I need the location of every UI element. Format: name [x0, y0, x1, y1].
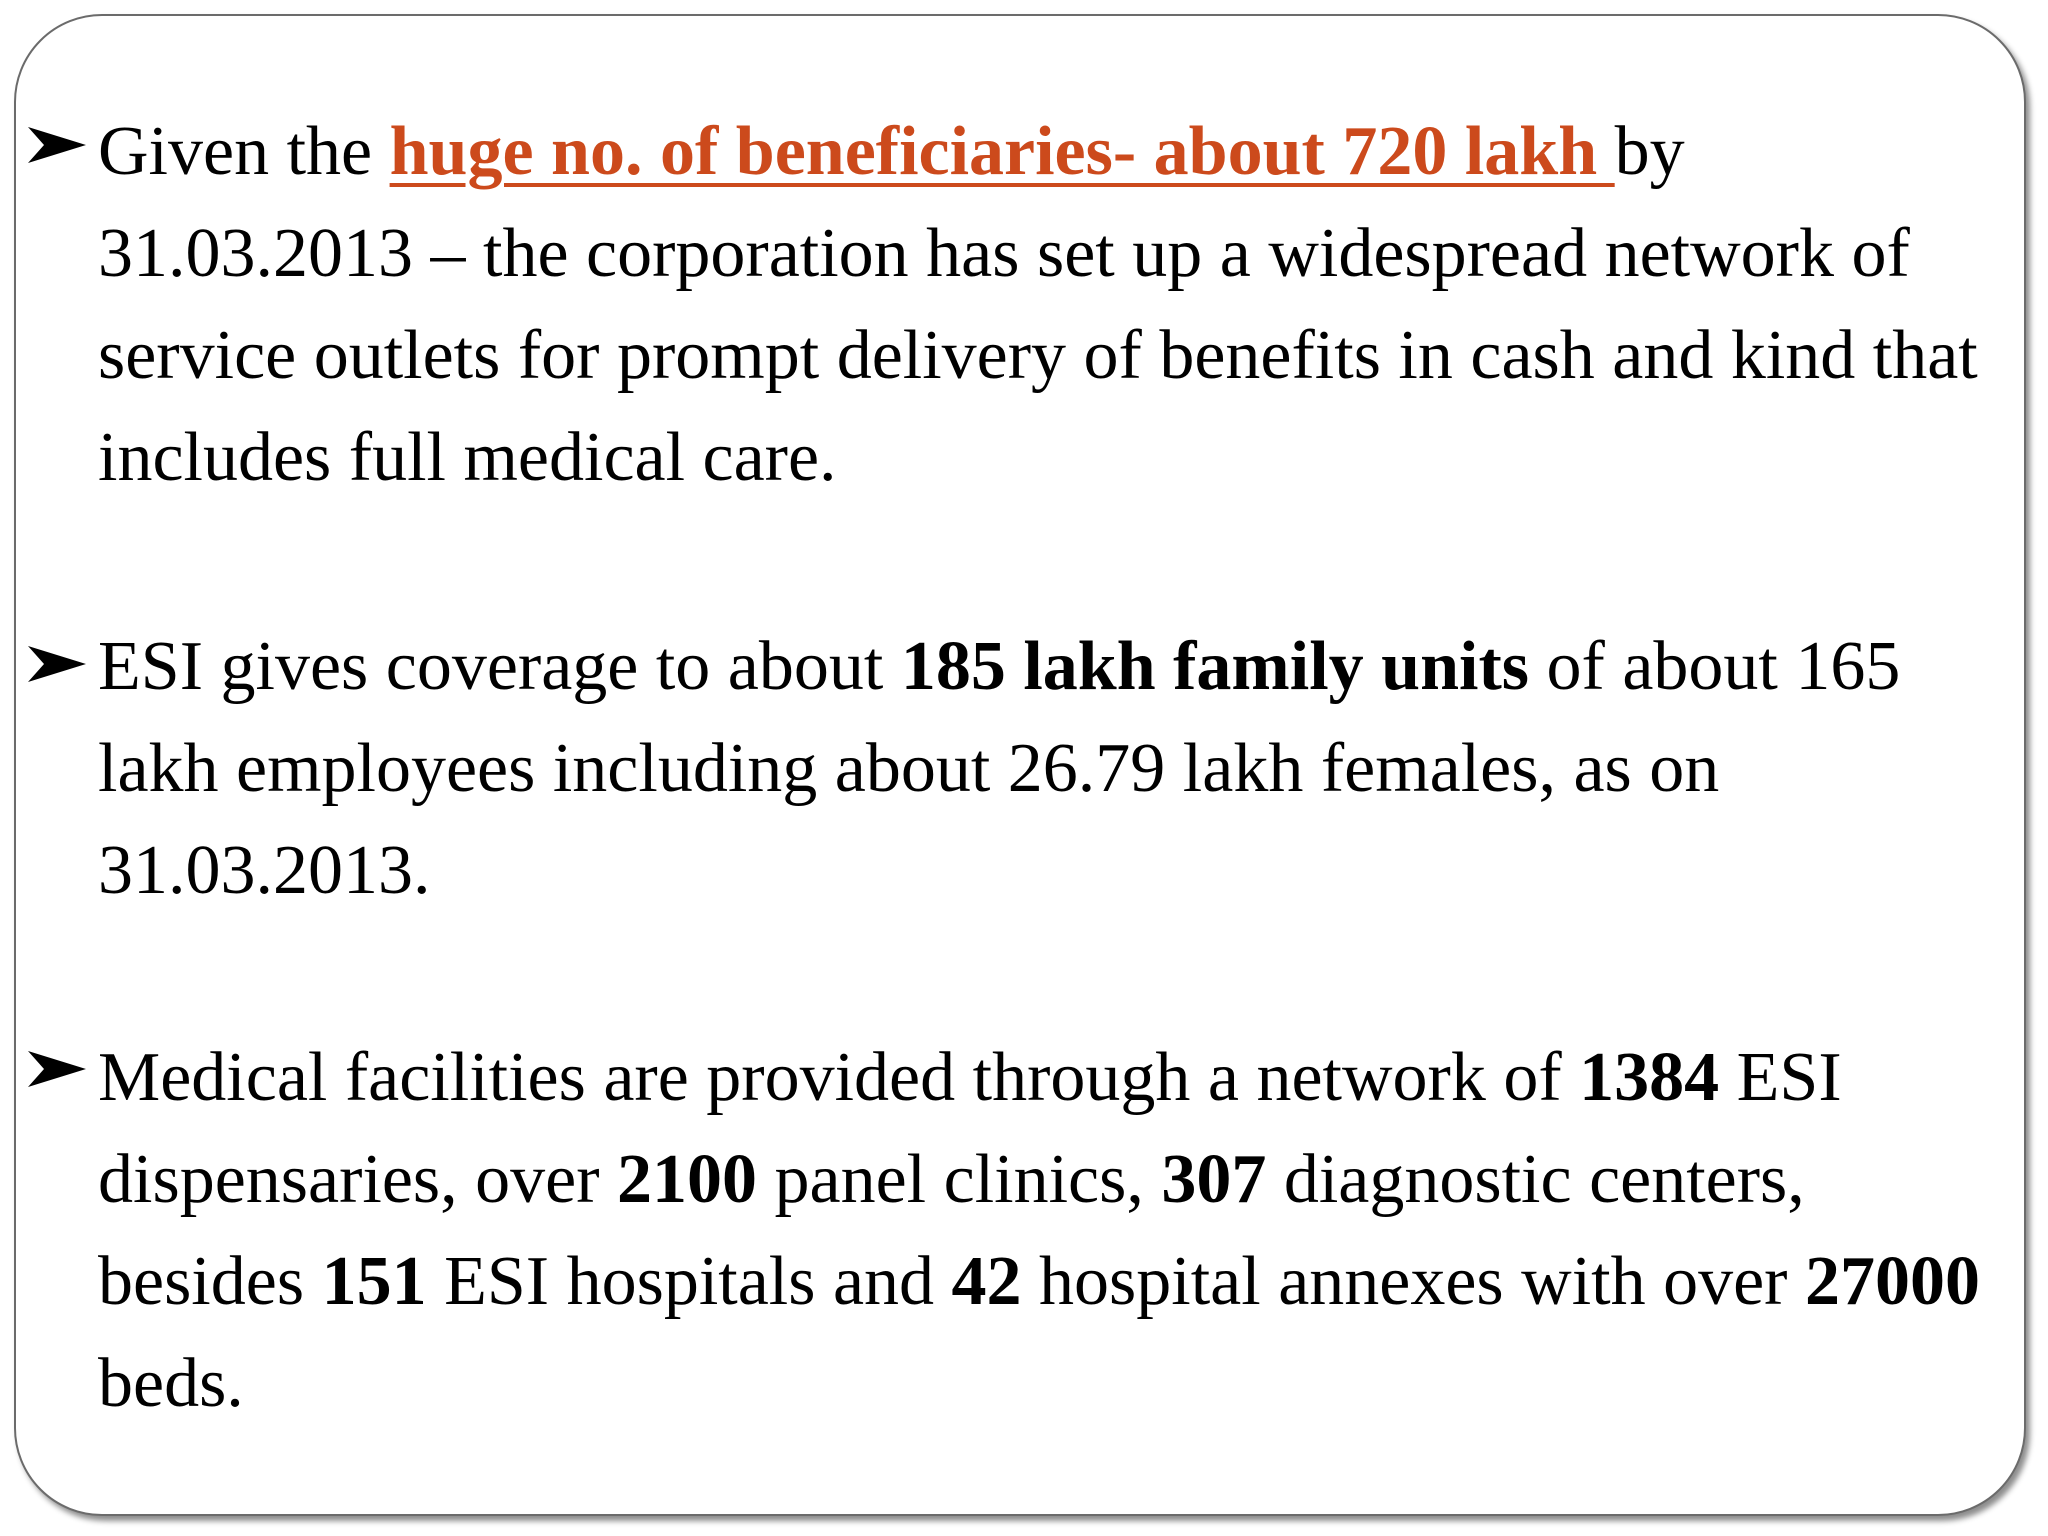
bold-dispensaries-count: 1384 — [1579, 1039, 1720, 1116]
text-run: ESI hospitals and — [426, 1243, 952, 1320]
text-run: beds. — [98, 1345, 244, 1422]
text-run: diagnostic centers, besides — [98, 1141, 1805, 1320]
bullet-text-coverage — [98, 616, 1998, 922]
bold-beds-count: 27000 — [1804, 1243, 1980, 1320]
text-run: Medical facilities are provided through a network of — [98, 1039, 1580, 1116]
text-run: hospital annexes with over — [1021, 1243, 1805, 1320]
bold-panel-clinics-count: 2100 — [617, 1141, 758, 1218]
bold-annexes-count: 42 — [951, 1243, 1022, 1320]
arrowhead-bullet-icon — [24, 1047, 90, 1091]
text-run: of about 165 lakh employees including about 26.79 lakh females, as on 31.03.2013. — [98, 628, 1901, 909]
bold-family-units: 185 lakh family units — [900, 628, 1530, 705]
arrowhead-bullet-icon — [24, 123, 90, 167]
highlight-beneficiaries: huge no. of beneficiaries- about 720 lakh — [389, 113, 1615, 190]
bold-diagnostic-centers-count: 307 — [1161, 1141, 1267, 1218]
text-run: ESI gives coverage to about — [98, 628, 901, 705]
text-run: ESI dispensaries, over — [98, 1039, 1842, 1218]
text-run: Given the — [98, 113, 390, 190]
bullet-text-beneficiaries — [98, 101, 1998, 509]
text-run: by 31.03.2013 – the corporation has set up a widespread network of service outlets for prompt delivery of benefits in cash and kind that includes full medical care. — [98, 113, 1978, 496]
arrowhead-bullet-icon — [24, 642, 90, 686]
bullet-text-medical-facilities — [98, 1027, 1998, 1435]
text-run: panel clinics, — [757, 1141, 1162, 1218]
bold-hospitals-count: 151 — [321, 1243, 427, 1320]
